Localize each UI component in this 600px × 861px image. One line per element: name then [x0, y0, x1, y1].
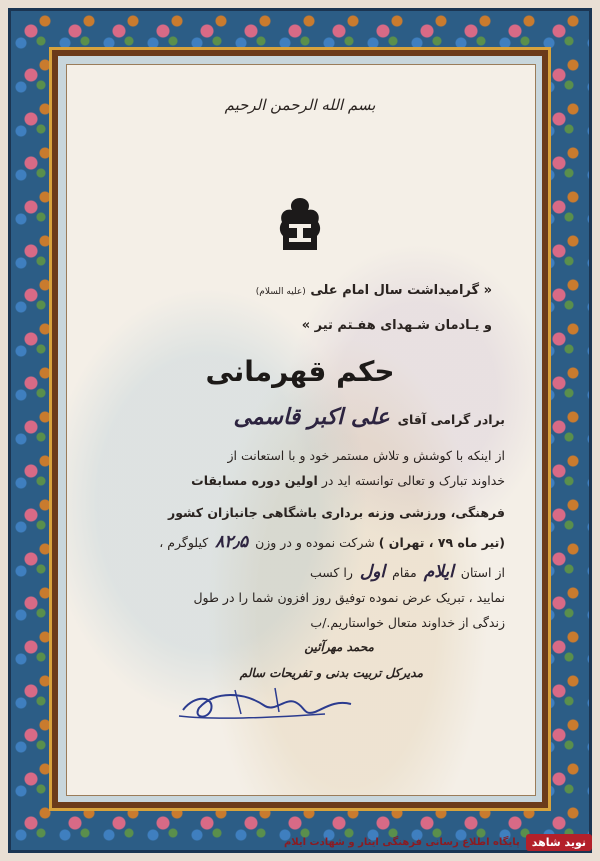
body-line-3: فرهنگی، ورزشی وزنه برداری باشگاهی جانبازان کشور [168, 505, 505, 520]
certificate-title: حکم قهرمانی [205, 355, 395, 388]
recipient-name: علی اکبر قاسمی [233, 404, 390, 430]
recipient-prefix: برادر گرامی آقای [397, 412, 505, 427]
body-line-4-c: کیلوگرم ، [159, 535, 209, 550]
occasion-line-2: و یـادمان شـهدای هفـتم تیر » [301, 318, 492, 333]
occasion-note: (علیه السلام) [255, 287, 306, 297]
bismillah-heading: بسم الله الرحمن الرحیم [224, 96, 376, 114]
body-line-2 [85, 473, 505, 488]
body-line-6: نمایید ، تبریک عرض نموده توفیق روز افزون شما را در طول [193, 590, 505, 605]
province-label: از استان [460, 565, 505, 580]
signer-role: مدیرکل تربیت بدنی و تفریحات سالم [239, 666, 423, 680]
body-line-5-c: را کسب [310, 565, 353, 580]
body-line-2-a: خداوند تبارک و تعالی توانسته اید در [321, 473, 505, 488]
footer-logo-label: نوید شاهد [526, 834, 592, 851]
rank-value: اول [359, 562, 386, 582]
logo-emblem-icon [277, 196, 323, 252]
body-line-7: زندگی از خداوند متعال خواستاریم./ب [310, 615, 505, 630]
province-value: ایلام [423, 562, 454, 582]
recipient-line [85, 404, 505, 430]
body-line-4 [85, 532, 505, 552]
signature-graphic [175, 684, 365, 726]
competition-name: اولین دوره مسابقات [191, 473, 318, 488]
footer-text: پایگاه اطلاع رسانی فرهنگی ایثار و شهادت ایلام [283, 836, 520, 848]
occasion-line-1 [256, 283, 492, 298]
body-line-4-b: شرکت نموده و در وزن [255, 535, 375, 550]
body-line-5 [85, 562, 505, 582]
occasion-line-1-text: « گرامیداشت سال امام علی [310, 283, 492, 298]
signer-name: محمد مهرآئین [304, 640, 374, 654]
watermark-footer [284, 831, 592, 853]
rank-label: مقام [392, 565, 417, 580]
body-line-1: از اینکه با کوشش و تلاش مستمر خود و با استعانت از [227, 448, 505, 463]
event-date: (تیر ماه ۷۹ ، تهران ) [378, 535, 505, 550]
weight-class: ۸۲٫۵ [215, 532, 249, 552]
